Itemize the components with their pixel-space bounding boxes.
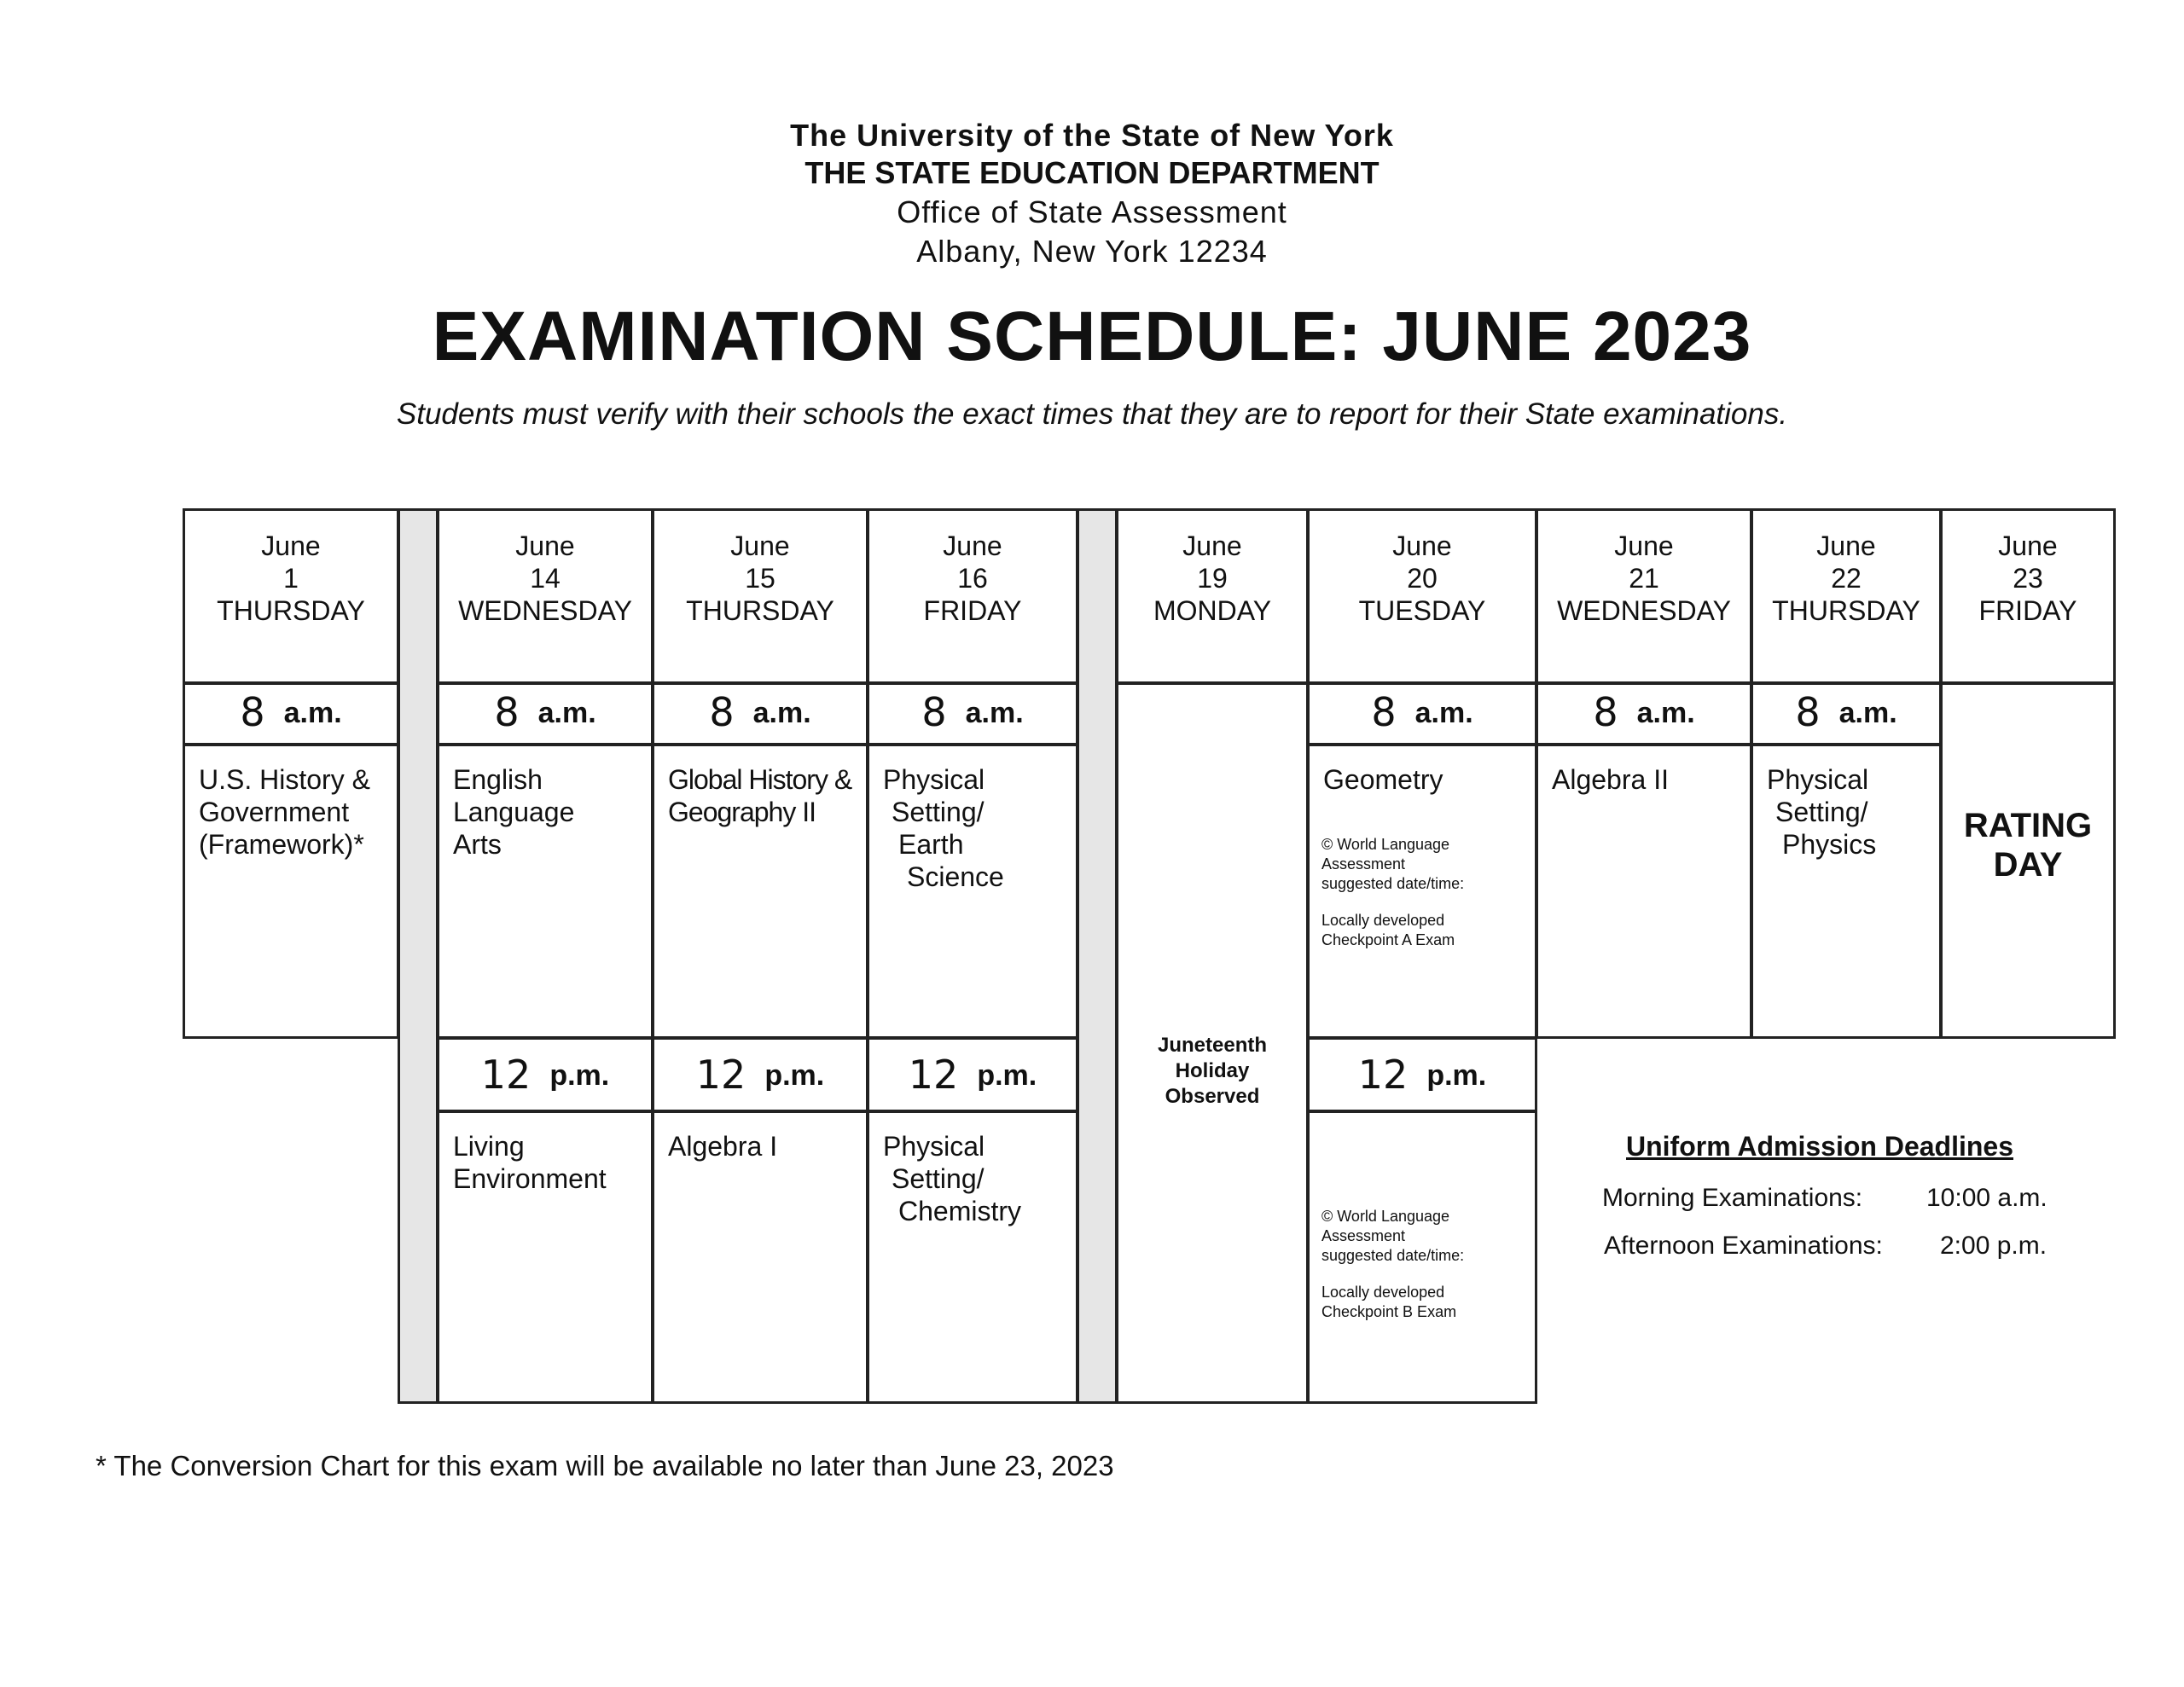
day-header-jun15: June 15 THURSDAY <box>652 508 868 684</box>
time-am-jun15: 8 a.m. <box>652 682 868 745</box>
admission-title: Uniform Admission Deadlines <box>1626 1131 2013 1162</box>
exam-cell-global-history: Global History & Geography II <box>652 744 868 1039</box>
time-pm-jun16: 12 p.m. <box>867 1037 1078 1112</box>
time-am-jun1: 8 a.m. <box>183 682 399 745</box>
day-header-jun16: June 16 FRIDAY <box>867 508 1078 684</box>
exam-cell-geometry: Geometry © World Language Assessment suggested date/time: Locally developed Checkpoint A Exam <box>1307 744 1537 1039</box>
admission-afternoon-time: 2:00 p.m. <box>1940 1232 2048 1260</box>
time-am-jun20: 8 a.m. <box>1307 682 1537 745</box>
time-pm-jun15: 12 p.m. <box>652 1037 868 1112</box>
rating-day-cell: RATING DAY <box>1940 682 2116 1039</box>
day-header-jun22: June 22 THURSDAY <box>1751 508 1942 684</box>
exam-cell-physics: Physical Setting/ Physics <box>1751 744 1942 1039</box>
time-am-jun21: 8 a.m. <box>1536 682 1752 745</box>
day-header-jun20: June 20 TUESDAY <box>1307 508 1537 684</box>
separator-column <box>1077 508 1118 1404</box>
time-am-jun14: 8 a.m. <box>437 682 653 745</box>
day-header-jun23: June 23 FRIDAY <box>1940 508 2116 684</box>
page-title: EXAMINATION SCHEDULE: JUNE 2023 <box>432 298 1752 375</box>
header-department: THE STATE EDUCATION DEPARTMENT <box>804 155 1380 190</box>
header-university: The University of the State of New York <box>790 118 1394 153</box>
day-header-jun1: June 1 THURSDAY <box>183 508 399 684</box>
footnote: * The Conversion Chart for this exam will be available no later than June 23, 2023 <box>96 1450 1114 1481</box>
time-am-jun16: 8 a.m. <box>867 682 1078 745</box>
admission-morning-label: Morning Examinations: <box>1602 1184 1863 1212</box>
exam-cell-english: English Language Arts <box>437 744 653 1039</box>
exam-cell-algebra-ii: Algebra II <box>1536 744 1752 1039</box>
admission-morning-time: 10:00 a.m. <box>1926 1184 2048 1212</box>
day-header-jun14: June 14 WEDNESDAY <box>437 508 653 684</box>
time-am-jun22: 8 a.m. <box>1751 682 1942 745</box>
day-header-jun21: June 21 WEDNESDAY <box>1536 508 1752 684</box>
exam-cell-living-environment: Living Environment <box>437 1110 653 1404</box>
exam-cell-checkpoint-b: © World Language Assessment suggested date/time: Locally developed Checkpoint B Exam <box>1307 1110 1537 1404</box>
separator-column <box>398 508 439 1404</box>
juneteenth-cell: Juneteenth Holiday Observed <box>1116 682 1309 1404</box>
day-header-jun19: June 19 MONDAY <box>1116 508 1309 684</box>
admission-afternoon-label: Afternoon Examinations: <box>1604 1232 1883 1260</box>
exam-cell-algebra-i: Algebra I <box>652 1110 868 1404</box>
time-pm-jun20: 12 p.m. <box>1307 1037 1537 1112</box>
exam-cell-earth-science: Physical Setting/ Earth Science <box>867 744 1078 1039</box>
time-pm-jun14: 12 p.m. <box>437 1037 653 1112</box>
exam-cell-us-history: U.S. History & Government (Framework)* <box>183 744 399 1039</box>
verify-note: Students must verify with their schools the exact times that they are to report for their State examinations. <box>396 397 1788 431</box>
header-office: Office of State Assessment <box>897 194 1287 229</box>
exam-cell-chemistry: Physical Setting/ Chemistry <box>867 1110 1078 1404</box>
header-address: Albany, New York 12234 <box>916 234 1268 269</box>
